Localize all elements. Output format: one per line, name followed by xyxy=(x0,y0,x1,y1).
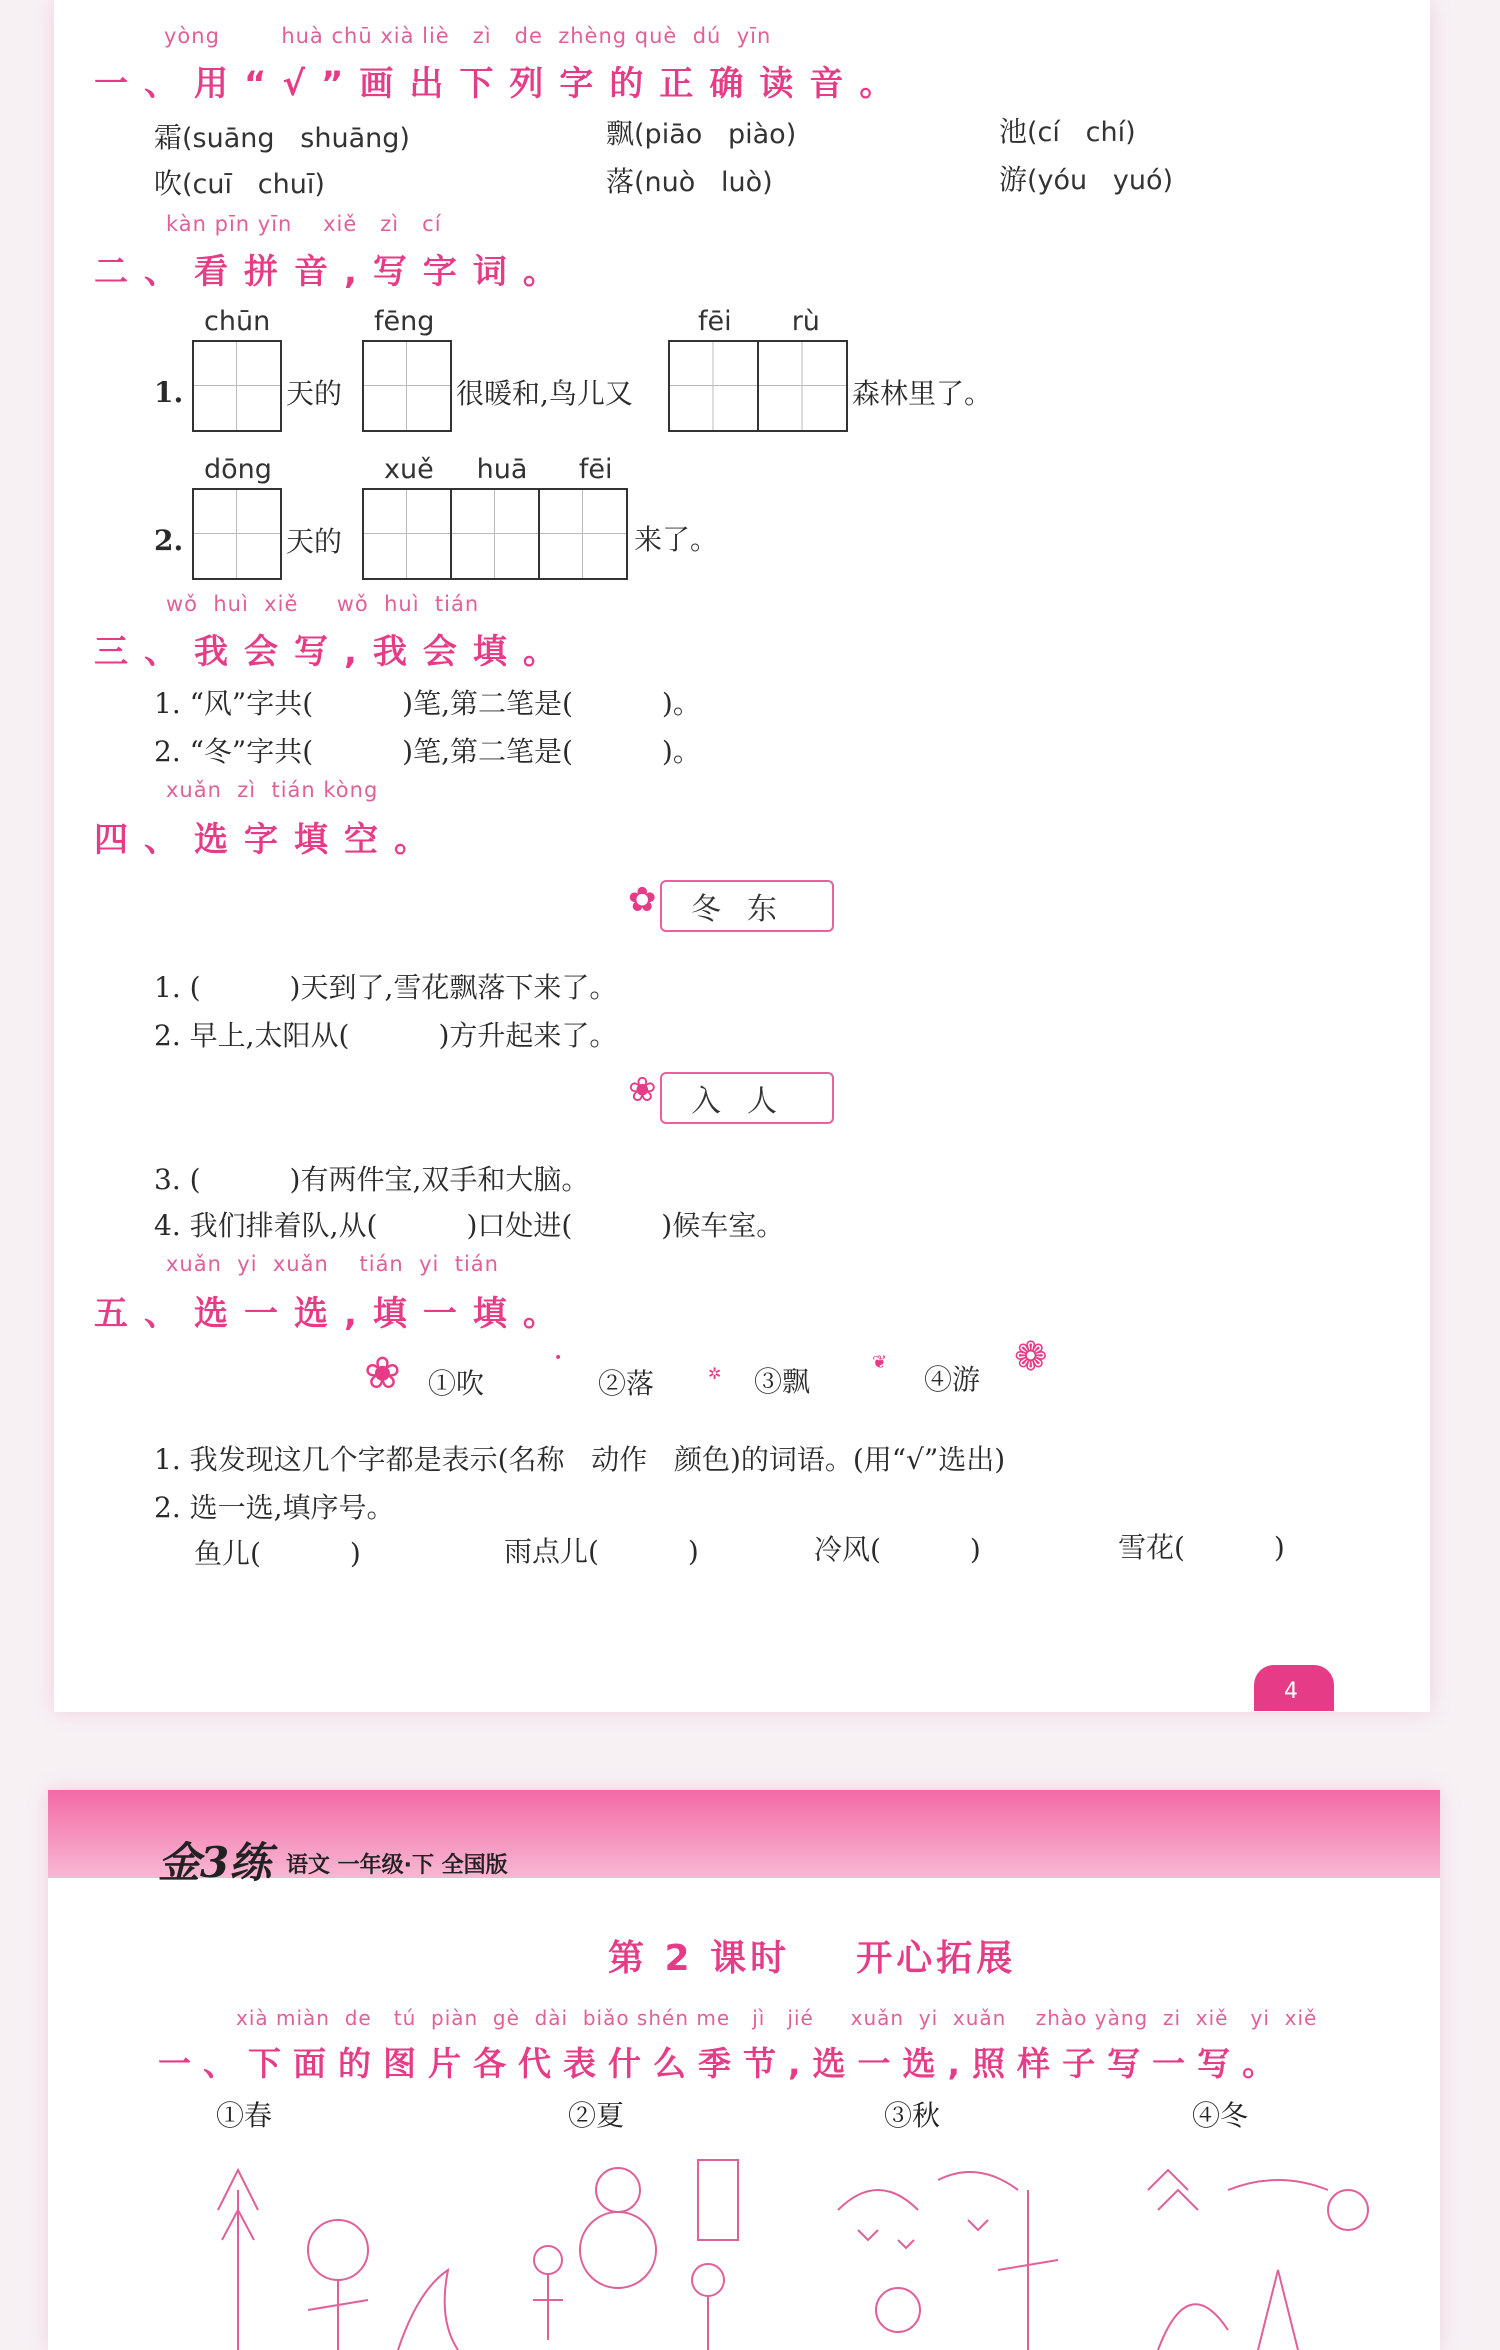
s3-line-1: 1. “风”字共( )笔,第二笔是( )。 xyxy=(154,687,701,720)
write-box-feiru[interactable] xyxy=(668,340,848,432)
s2-title: 二、看拼音,写字词。 xyxy=(94,252,573,292)
s2-r1-py2: fēng xyxy=(374,306,435,337)
s1-item-2: 飘(piāo piào) xyxy=(606,117,797,150)
s1-item-1: 霜(suāng shuāng) xyxy=(154,121,410,154)
s3-line-2: 2. “冬”字共( )笔,第二笔是( )。 xyxy=(154,735,701,768)
write-box-feng[interactable] xyxy=(362,340,452,432)
s2-r2-num: 2. xyxy=(154,524,184,557)
season-autumn: ③秋 xyxy=(884,2099,941,2132)
worksheet-page-1 xyxy=(54,0,1430,1712)
s2-r1-py3: fēi rù xyxy=(698,306,820,337)
s5-line-2: 2. 选一选,填序号。 xyxy=(154,1491,395,1524)
fill-4: 雪花( ) xyxy=(1118,1531,1285,1564)
fill-3: 冷风( ) xyxy=(814,1533,981,1566)
s2-r1-t1: 天的 xyxy=(286,377,343,410)
s4-line-3: 3. ( )有两件宝,双手和大脑。 xyxy=(154,1163,590,1196)
summer-picture xyxy=(508,2150,768,2350)
choice-tag-1: 冬东 xyxy=(660,880,834,932)
s4-line-4: 4. 我们排着队,从( )口处进( )候车室。 xyxy=(154,1209,785,1242)
flower-icon: ✿ xyxy=(628,880,657,920)
dot-icon: • xyxy=(554,1350,563,1366)
s2-pinyin: kàn pīn yīn xiě zì cí xyxy=(166,212,442,236)
season-spring: ①春 xyxy=(216,2099,273,2132)
s1-pinyin: yòng huà chū xià liè zì de zhèng què dú yīn xyxy=(164,24,772,48)
s3-pinyin: wǒ huì xiě wǒ huì tián xyxy=(166,592,480,616)
petal-icon: ❦ xyxy=(872,1352,888,1373)
write-box-chun[interactable] xyxy=(192,340,282,432)
write-box-xuehuafei[interactable] xyxy=(362,488,628,580)
header-subtitle: 语文 一年级·下 全国版 xyxy=(286,1853,508,1878)
page-number: 4 xyxy=(1284,1679,1298,1704)
bear-icon: ❀ xyxy=(628,1070,657,1110)
s1-item-3: 池(cí chí) xyxy=(999,115,1136,148)
s1-item-4: 吹(cuī chuī) xyxy=(154,167,325,200)
s1-item-6: 游(yóu yuó) xyxy=(999,163,1174,196)
season-winter: ④冬 xyxy=(1192,2099,1249,2132)
s1-title: 一、用“√”画出下列字的正确读音。 xyxy=(94,64,910,104)
s2-r2-py1: dōng xyxy=(204,454,272,485)
flower-icon-2: ❀ xyxy=(364,1348,401,1399)
s5-title: 五、选一选,填一填。 xyxy=(94,1294,573,1334)
dot-icon: ✲ xyxy=(708,1364,722,1383)
worksheet-page-2 xyxy=(48,1790,1440,2350)
fill-2: 雨点儿( ) xyxy=(504,1535,699,1568)
s3-title: 三、我会写,我会填。 xyxy=(94,632,573,672)
winter-picture xyxy=(1128,2150,1388,2350)
choice-3: ③飘 xyxy=(754,1365,811,1398)
s2-r1-py1: chūn xyxy=(204,306,271,337)
season-summer: ②夏 xyxy=(568,2099,625,2132)
s2-r2-py2: xuě huā fēi xyxy=(384,454,613,485)
s5-pinyin: xuǎn yi xuǎn tián yi tián xyxy=(166,1252,499,1276)
p2-s1-title: 一、下面的图片各代表什么季节,选一选,照样子写一写。 xyxy=(158,2044,1288,2083)
choice-4: ④游 xyxy=(924,1363,981,1396)
s2-r1-num: 1. xyxy=(154,376,184,409)
lesson-title: 第 2 课时 开心拓展 xyxy=(608,1938,1017,1979)
choice-tag-2: 入人 xyxy=(660,1072,834,1124)
s2-r1-t3: 森林里了。 xyxy=(852,377,993,410)
s1-item-5: 落(nuò luò) xyxy=(606,165,773,198)
autumn-picture xyxy=(818,2150,1078,2350)
s5-line-1: 1. 我发现这几个字都是表示(名称 动作 颜色)的词语。(用“√”选出) xyxy=(154,1443,1006,1476)
s4-title: 四、选字填空。 xyxy=(94,820,444,860)
s2-r2-t1: 天的 xyxy=(286,525,343,558)
s4-line-2: 2. 早上,太阳从( )方升起来了。 xyxy=(154,1019,618,1052)
s2-r1-t2: 很暖和,鸟儿又 xyxy=(456,377,633,410)
s2-r2-t2: 来了。 xyxy=(634,523,719,556)
page-number-badge xyxy=(1254,1665,1334,1711)
s4-line-1: 1. ( )天到了,雪花飘落下来了。 xyxy=(154,971,618,1004)
write-box-dong[interactable] xyxy=(192,488,282,580)
brand-logo: 金3练 xyxy=(158,1838,272,1887)
fill-1: 鱼儿( ) xyxy=(194,1537,361,1570)
s4-pinyin: xuǎn zì tián kòng xyxy=(166,778,379,802)
spring-picture xyxy=(208,2150,478,2350)
choice-2: ②落 xyxy=(598,1367,655,1400)
choice-1: ①吹 xyxy=(428,1367,485,1400)
p2-s1-pinyin: xià miàn de tú piàn gè dài biǎo shén me jì jié xuǎn yi xuǎn zhào yàng zi xiě yi xiě xyxy=(236,2006,1318,2030)
flower-icon-3: ❁ xyxy=(1014,1334,1048,1380)
